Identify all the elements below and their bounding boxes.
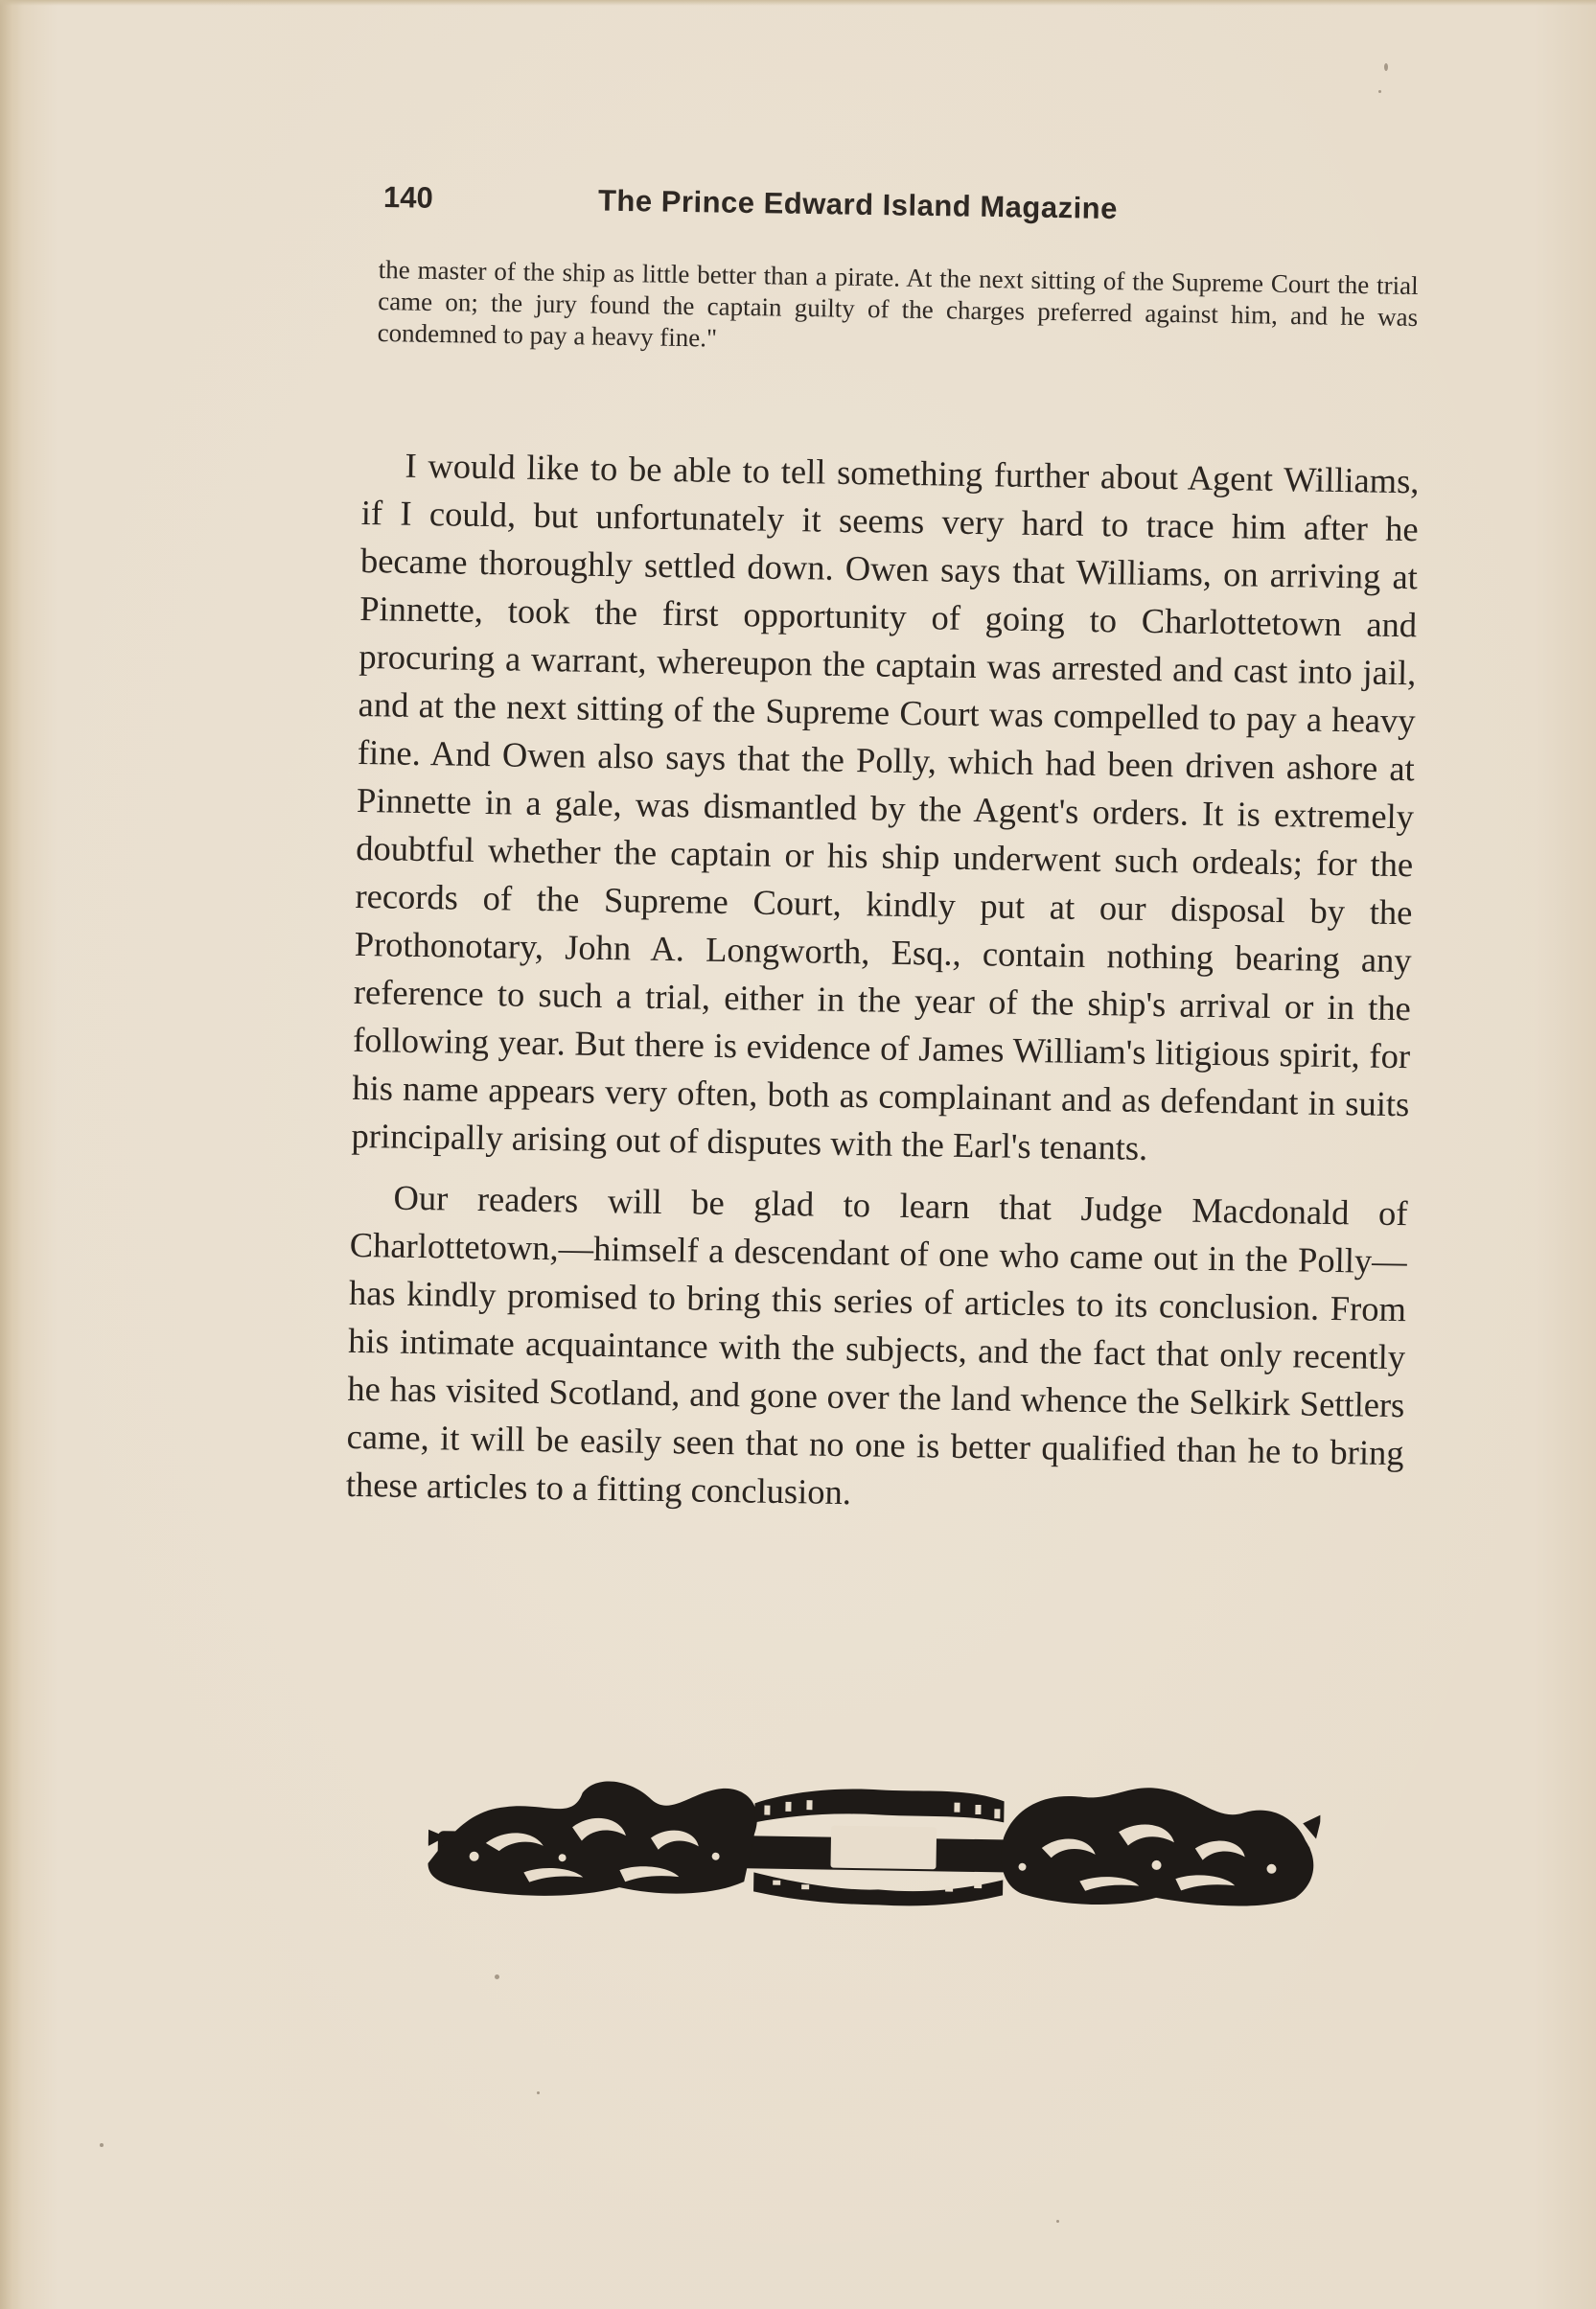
journal-title: The Prince Edward Island Magazine — [597, 183, 1119, 226]
article-body — [346, 441, 1420, 1525]
quotation-paragraph: the master of the ship as little better than a pirate. At the next sitting of the Supreme Court the trial came on; the jury found the captain guilty of the charges preferred against him, and he was condemned to pay a heavy fine." — [377, 254, 1419, 353]
paper-speck — [495, 1974, 499, 1979]
body-paragraph-2: Our readers will be glad to learn that Judge Macdonald of Charlottetown,—himself a descendant of one who came out in the Polly—has kindly promised to bring this series of articles to its conclusion. From his intimate acquaintance with the subjects, and the fact that only recently he has visited Scotland, and gone over the land whence the Selkirk Settlers came, it will be easily seen that no one is better qualified than he to bring these articles to a fitting conclusion. — [345, 1177, 1408, 1512]
paper-speck — [100, 2143, 104, 2147]
running-head — [383, 173, 1305, 244]
top-page-edge — [0, 0, 1596, 6]
binding-edge — [0, 0, 21, 2309]
decorative-tailpiece-ornament-icon — [428, 1771, 1321, 1916]
paper-speck — [1056, 2220, 1059, 2223]
body-paragraph-1: I would like to be able to tell something further about Agent Williams, if I could, but unfortunately it seems very hard to trace him after he became thoroughly settled down. Owen says that Williams, on arriving at Pinnette, took the first opportunity of going to Charlottetown and procuring a warrant, whereupon the captain was arrested and cast into jail, and at the next sitting of the Supreme Court was compelled to pay a heavy fine. And Owen also says that the Polly, which had been driven ashore at Pinnette in a gale, was dismantled by the Agent's orders. It is extremely doubtful whether the captain or his ship underwent such ordeals; for the records of the Supreme Court, kindly put at our disposal by the Prothonotary, John A. Longworth, Esq., contain nothing bearing any reference to such a trial, either in the year of the ship's arrival or in the following year. But there is evidence of James William's litigious spirit, for his name appears very often, both as complainant and as defendant in suits principally arising out of disputes with the Earl's tenants. — [351, 445, 1420, 1167]
paper-speck — [1384, 63, 1388, 71]
paper-speck — [537, 2091, 540, 2094]
page-number: 140 — [382, 180, 434, 215]
paper-speck — [1378, 90, 1381, 93]
quotation-block — [377, 254, 1418, 365]
